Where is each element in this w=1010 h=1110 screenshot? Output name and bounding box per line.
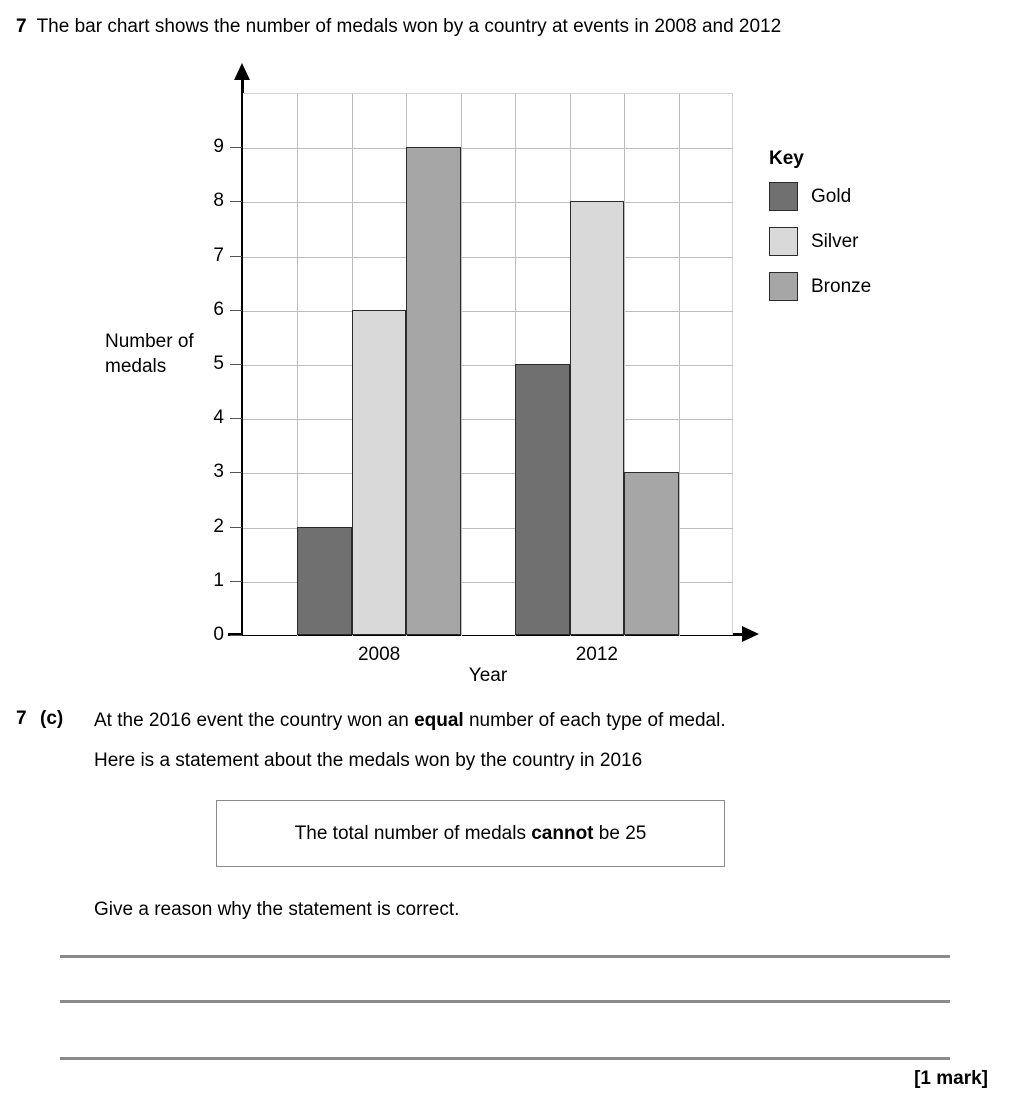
part-c-line2: Here is a statement about the medals won by the country in 2016: [94, 750, 643, 771]
part-c-line1-b: number of each type of medal.: [463, 710, 726, 731]
legend-item-gold: [769, 182, 989, 211]
part-c-line1-bold: equal: [414, 710, 464, 731]
y-axis-title: [105, 329, 194, 379]
bar-2012-bronze: [624, 472, 678, 635]
gridline-horizontal: [243, 419, 733, 420]
y-axis-tick-label-4: 4: [213, 407, 224, 429]
gridline-vertical: [679, 94, 680, 636]
statement-text-bold: cannot: [531, 822, 594, 844]
y-axis-tick-label-1: 1: [213, 569, 224, 591]
legend-item-silver: [769, 227, 989, 256]
bar-2008-gold: [297, 527, 351, 635]
legend-swatch-gold: [769, 182, 798, 211]
legend-title: Key: [769, 148, 804, 169]
y-axis-tick: [230, 201, 242, 202]
y-axis-tick: [230, 147, 242, 148]
answer-line-1[interactable]: [60, 955, 950, 958]
marks-label: [1 mark]: [914, 1068, 988, 1089]
bar-2008-silver: [352, 310, 406, 635]
gridline-vertical: [461, 94, 462, 636]
gridline-horizontal: [243, 202, 733, 203]
y-axis-tick: [230, 472, 242, 473]
y-axis-title-line2: medals: [105, 356, 167, 377]
y-axis-tick: [230, 364, 242, 365]
y-axis-title-line1: Number of: [105, 331, 194, 352]
legend-swatch-bronze: [769, 272, 798, 301]
x-axis-arrow-icon: [742, 626, 759, 642]
part-c-line1: [94, 708, 726, 734]
legend-item-bronze: [769, 272, 989, 301]
question-stem-row: [16, 14, 996, 40]
y-axis-tick-label-7: 7: [213, 244, 224, 266]
y-axis-tick: [230, 527, 242, 528]
gridline-horizontal: [243, 365, 733, 366]
part-c-number: 7: [16, 708, 27, 729]
y-axis-tick-label-0: 0: [213, 624, 224, 645]
y-axis-tick-label-6: 6: [213, 298, 224, 320]
answer-line-3[interactable]: [60, 1057, 950, 1060]
y-axis-tick: [230, 581, 242, 582]
y-axis-tick-label-8: 8: [213, 190, 224, 212]
y-axis-tick-label-5: 5: [213, 353, 224, 374]
part-c-instruction: Give a reason why the statement is correct.: [94, 899, 460, 920]
statement-box: [216, 800, 725, 867]
gridline-horizontal: [243, 311, 733, 312]
y-axis-tick: [230, 418, 242, 419]
y-axis-tick-label-3: 3: [213, 461, 224, 483]
bar-2008-bronze: [406, 147, 460, 635]
statement-text: [295, 823, 647, 845]
bar-2012-gold: [515, 364, 569, 635]
bar-2012-silver: [570, 201, 624, 635]
gridline-horizontal: [243, 257, 733, 258]
question-stem-text: The bar chart shows the number of medals won by a country at events in 2008 and 2012: [36, 16, 782, 37]
chart-legend: [769, 148, 989, 317]
statement-text-a: The total number of medals: [294, 822, 532, 844]
y-axis-tick: [230, 256, 242, 257]
answer-line-2[interactable]: [60, 1000, 950, 1003]
y-axis-tick-label-9: 9: [213, 136, 224, 158]
x-axis-label-2008: 2008: [357, 644, 401, 665]
part-c-line1-a: At the 2016 event the country won an: [94, 710, 415, 731]
gridline-horizontal: [243, 148, 733, 149]
question-number: 7: [16, 16, 27, 37]
y-axis-tick: [230, 310, 242, 311]
statement-text-b: be 25: [593, 822, 647, 844]
x-axis-title: Year: [468, 665, 508, 686]
y-axis-tick: [230, 635, 242, 636]
legend-items: [769, 182, 989, 301]
y-axis-tick-label-2: 2: [213, 515, 224, 537]
legend-label-gold: Gold: [811, 185, 852, 207]
x-axis-label-2012: 2012: [575, 644, 619, 665]
part-c-letter: (c): [40, 708, 64, 729]
bar-chart: [0, 55, 1010, 695]
legend-label-bronze: Bronze: [811, 275, 872, 297]
legend-swatch-silver: [769, 227, 798, 256]
legend-label-silver: Silver: [811, 230, 859, 252]
